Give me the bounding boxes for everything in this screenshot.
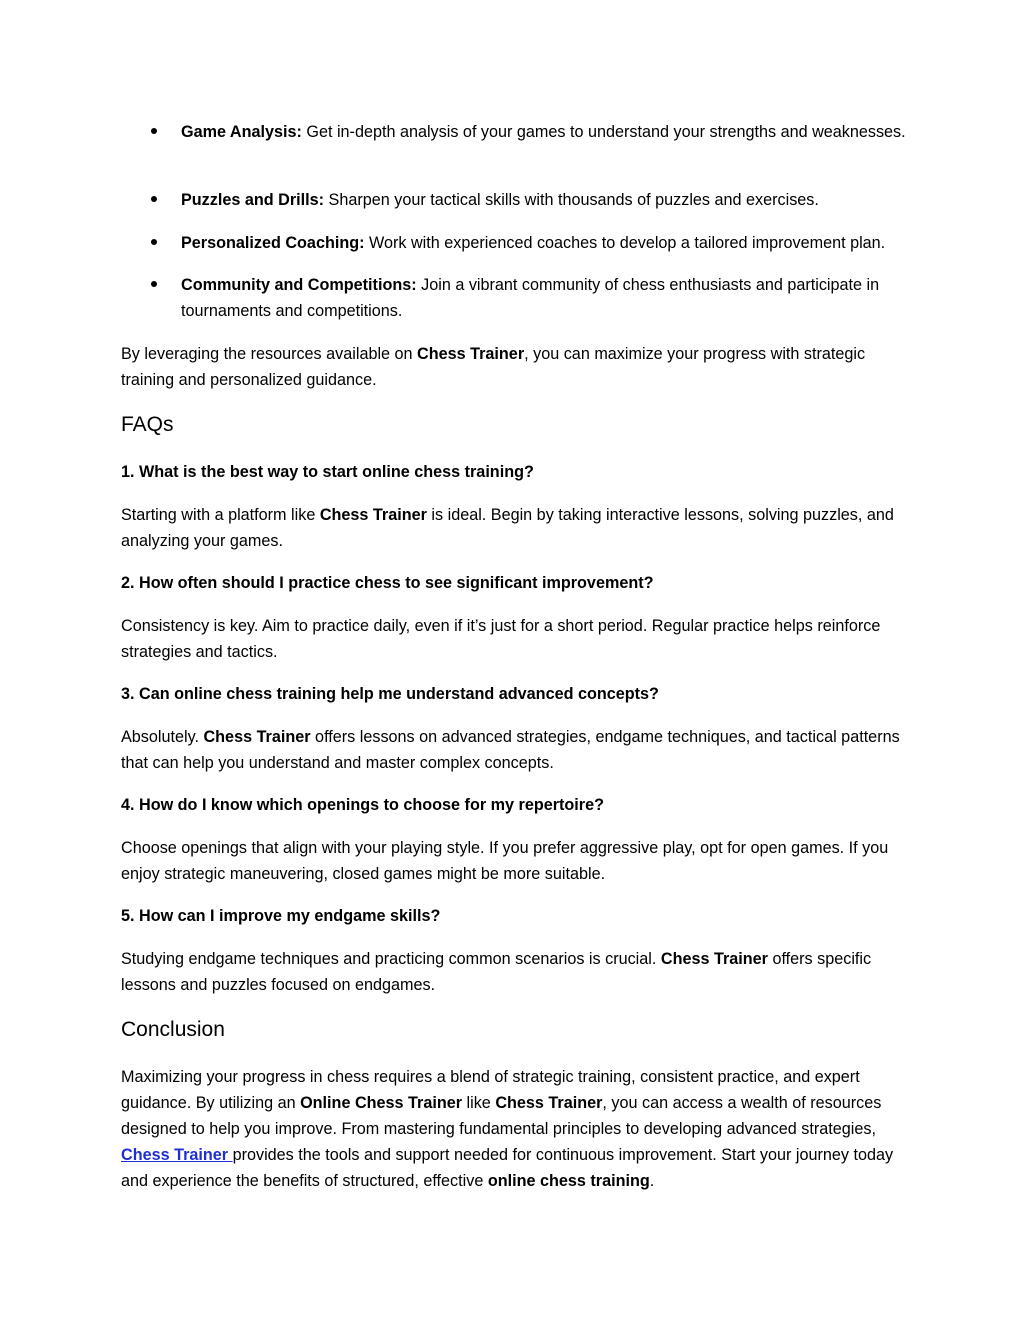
text: Maximizing your progress in chess requires a blend of strategic training, consistent practice, and expert guidance. By utilizing an [121,1068,860,1112]
list-item [181,230,921,256]
faq-answer [121,724,911,776]
faq-question: 2. How often should I practice chess to see significant improvement? [121,574,654,592]
bullet-text: Work with experienced coaches to develop a tailored improvement plan. [364,234,886,252]
brand-name: Chess Trainer [417,345,525,363]
list-item [181,187,921,213]
brand-name: Chess Trainer [495,1094,603,1112]
faq-answer [121,946,911,998]
text: . [649,1172,655,1190]
conclusion-paragraph [121,1064,911,1194]
brand-name: Chess Trainer [319,506,427,524]
faq-answer [121,835,911,887]
conclusion-heading: Conclusion [121,1018,225,1041]
faq-answer [121,613,911,665]
list-item [181,272,921,324]
faq-answer [121,502,911,554]
text: Consistency is key. Aim to practice daily, even if it’s just for a short period. Regular practice helps reinforce strategies and tactics. [121,617,881,661]
bullet-text: Join a vibrant community of chess enthusiasts and participate in tournaments and competitions. [181,276,880,320]
text: , you can maximize your progress with strategic training and personalized guidance. [121,345,866,389]
bullet-title: Game Analysis: [181,123,302,141]
faq-question: 3. Can online chess training help me understand advanced concepts? [121,685,659,703]
bullet-icon [151,239,157,245]
keyword: Online Chess Trainer [300,1094,463,1112]
leverage-paragraph [121,341,911,393]
keyword: online chess training [487,1172,650,1190]
brand-name: Chess Trainer [660,950,768,968]
text: provides the tools and support needed for continuous improvement. Start your journey today and experience the benefits of structured, effective [121,1146,894,1190]
list-item [181,119,921,145]
bullet-title: Personalized Coaching: [181,234,365,252]
bullet-text: Get in-depth analysis of your games to understand your strengths and weaknesses. [301,123,906,141]
text: , you can access a wealth of resources designed to help you improve. From mastering fundamental principles to developing advanced strategies, [121,1094,882,1138]
text: Choose openings that align with your playing style. If you prefer aggressive play, opt for open games. If you enjoy strategic maneuvering, closed games might be more suitable. [121,839,889,883]
text: offers specific lessons and puzzles focused on endgames. [121,950,872,994]
faq-question: 1. What is the best way to start online chess training? [121,463,534,481]
bullet-icon [151,196,157,202]
text: like [462,1094,496,1112]
bullet-text: Sharpen your tactical skills with thousands of puzzles and exercises. [324,191,819,209]
bullet-icon [151,281,157,287]
text: Studying endgame techniques and practicing common scenarios is crucial. [121,950,661,968]
text: is ideal. Begin by taking interactive lessons, solving puzzles, and analyzing your games. [121,506,894,550]
chess-trainer-link[interactable]: Chess Trainer [121,1146,233,1164]
text: Starting with a platform like [121,506,320,524]
text: Absolutely. [121,728,204,746]
faqs-heading: FAQs [121,413,174,436]
faq-question: 4. How do I know which openings to choose for my repertoire? [121,796,604,814]
text: offers lessons on advanced strategies, endgame techniques, and tactical patterns that can help you understand and master complex concepts. [121,728,900,772]
brand-name: Chess Trainer [203,728,311,746]
bullet-icon [151,128,157,134]
bullet-title: Puzzles and Drills: [181,191,325,209]
faq-question: 5. How can I improve my endgame skills? [121,907,441,925]
text: By leveraging the resources available on [121,345,418,363]
bullet-title: Community and Competitions: [181,276,417,294]
